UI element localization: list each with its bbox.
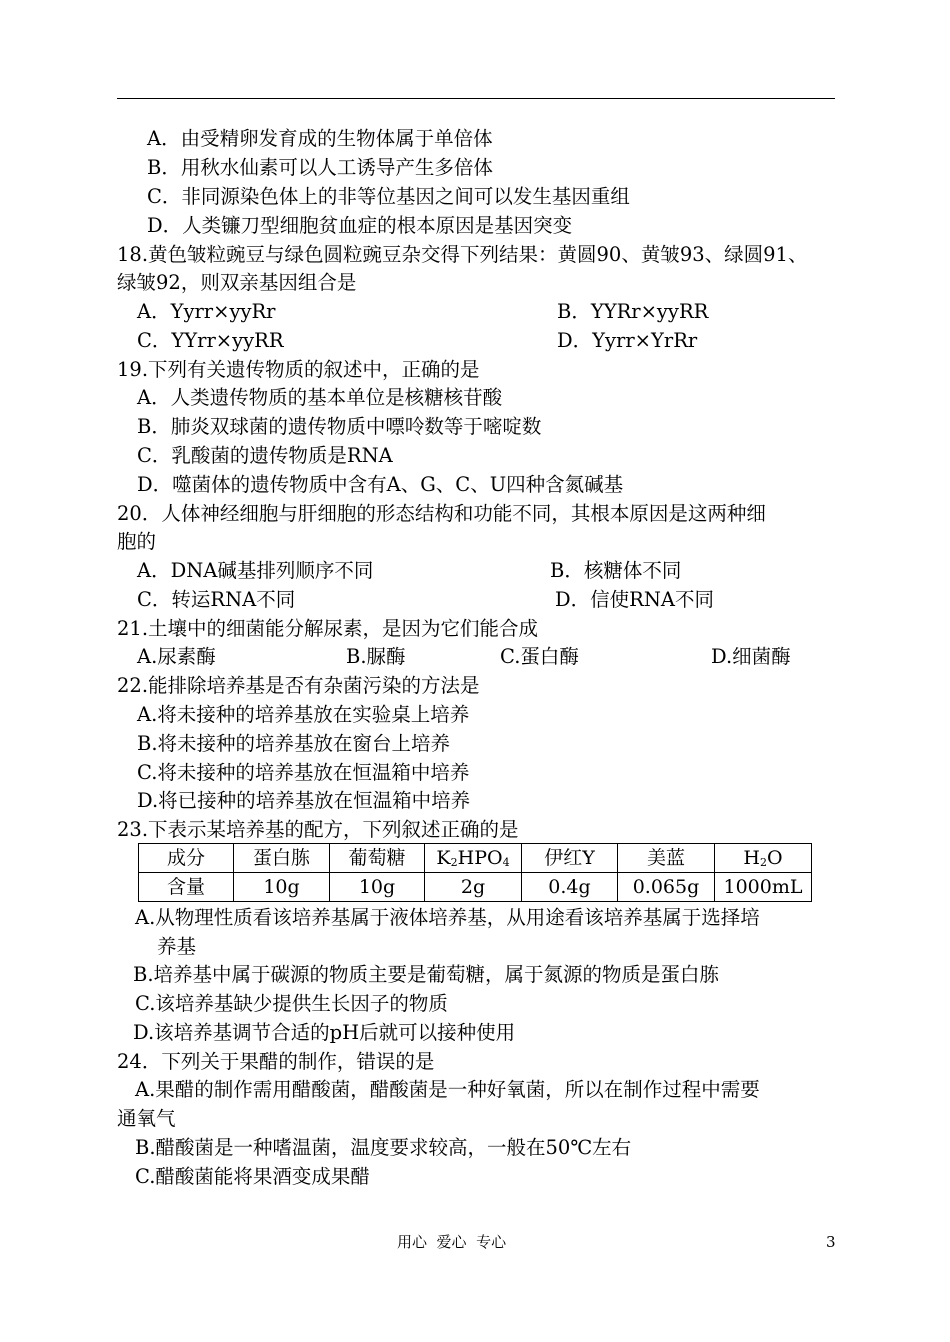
option-22-d: D.将已接种的培养基放在恒温箱中培养 xyxy=(137,789,471,812)
option-23-b: B.培养基中属于碳源的物质主要是葡萄糖，属于氮源的物质是蛋白胨 xyxy=(133,963,720,986)
table-cell: 葡萄糖 xyxy=(330,844,425,873)
table-cell: 伊红Y xyxy=(522,844,618,873)
table-cell: 成分 xyxy=(139,844,234,873)
option-19-b: B．肺炎双球菌的遗传物质中嘌呤数等于嘧啶数 xyxy=(137,415,542,438)
medium-recipe-table xyxy=(138,843,812,902)
question-20-line2: 胞的 xyxy=(117,530,157,553)
page-number: 3 xyxy=(826,1233,836,1251)
header-rule xyxy=(117,98,835,99)
option-20-d: D．信使RNA不同 xyxy=(555,588,714,611)
option-24-a-line2: 通氧气 xyxy=(117,1107,176,1130)
table-cell: 10g xyxy=(330,873,425,902)
question-23: 23.下表示某培养基的配方，下列叙述正确的是 xyxy=(117,818,519,841)
k2hpo4-hpo: HPO xyxy=(457,847,503,869)
table-cell xyxy=(425,844,522,873)
question-19: 19.下列有关遗传物质的叙述中，正确的是 xyxy=(117,358,480,381)
table-cell: 0.4g xyxy=(522,873,618,902)
table-cell: 含量 xyxy=(139,873,234,902)
option-21-a: A.尿素酶 xyxy=(137,645,216,668)
option-21-d: D.细菌酶 xyxy=(711,645,791,668)
option-23-a-line2: 养基 xyxy=(157,935,197,958)
water-h: H xyxy=(743,847,760,869)
table-cell: 10g xyxy=(234,873,330,902)
question-22: 22.能排除培养基是否有杂菌污染的方法是 xyxy=(117,674,480,697)
question-20-line1: 20．人体神经细胞与肝细胞的形态结构和功能不同，其根本原因是这两种细 xyxy=(117,502,766,525)
option-18-d: D．Yyrr×YrRr xyxy=(557,329,698,352)
question-21: 21.土壤中的细菌能分解尿素，是因为它们能合成 xyxy=(117,617,539,640)
option-24-c: C.醋酸菌能将果酒变成果醋 xyxy=(135,1165,370,1188)
option-18-a: A．Yyrr×yyRr xyxy=(137,300,276,323)
table-cell xyxy=(715,844,812,873)
k2hpo4-k: K xyxy=(436,847,451,869)
option-20-b: B．核糖体不同 xyxy=(550,559,682,582)
option-22-c: C.将未接种的培养基放在恒温箱中培养 xyxy=(137,761,470,784)
table-row xyxy=(139,873,812,902)
footer-slogan: 用心 爱心 专心 xyxy=(397,1233,507,1251)
option-20-a: A．DNA碱基排列顺序不同 xyxy=(137,559,374,582)
option-17-d: D．人类镰刀型细胞贫血症的根本原因是基因突变 xyxy=(147,214,573,237)
option-19-c: C．乳酸菌的遗传物质是RNA xyxy=(137,444,393,467)
option-21-c: C.蛋白酶 xyxy=(500,645,579,668)
option-19-a: A．人类遗传物质的基本单位是核糖核苷酸 xyxy=(137,386,503,409)
option-22-a: A.将未接种的培养基放在实验桌上培养 xyxy=(137,703,470,726)
table-cell: 0.065g xyxy=(618,873,715,902)
option-24-a-line1: A.果醋的制作需用醋酸菌，醋酸菌是一种好氧菌，所以在制作过程中需要 xyxy=(135,1078,760,1101)
option-21-b: B.脲酶 xyxy=(346,645,406,668)
water-o: O xyxy=(767,847,783,869)
question-18-line1: 18.黄色皱粒豌豆与绿色圆粒豌豆杂交得下列结果：黄圆90、黄皱93、绿圆91、 xyxy=(117,243,808,266)
option-24-b: B.醋酸菌是一种嗜温菌，温度要求较高，一般在50℃左右 xyxy=(135,1136,632,1159)
table-header-row xyxy=(139,844,812,873)
water-sub-2: 2 xyxy=(760,856,767,869)
table-cell: 美蓝 xyxy=(618,844,715,873)
option-17-a: A．由受精卵发育成的生物体属于单倍体 xyxy=(147,127,493,150)
option-23-c: C.该培养基缺少提供生长因子的物质 xyxy=(135,992,448,1015)
question-18-line2: 绿皱92，则双亲基因组合是 xyxy=(117,271,357,294)
k2hpo4-sub-4: 4 xyxy=(502,856,510,869)
option-18-b: B．YYRr×yyRR xyxy=(557,300,709,323)
option-20-c: C．转运RNA不同 xyxy=(137,588,296,611)
option-18-c: C．YYrr×yyRR xyxy=(137,329,284,352)
option-22-b: B.将未接种的培养基放在窗台上培养 xyxy=(137,732,451,755)
option-17-b: B．用秋水仙素可以人工诱导产生多倍体 xyxy=(147,156,493,179)
table-cell: 蛋白胨 xyxy=(234,844,330,873)
option-23-a-line1: A.从物理性质看该培养基属于液体培养基，从用途看该培养基属于选择培 xyxy=(135,906,760,929)
table-cell: 1000mL xyxy=(715,873,812,902)
question-24: 24．下列关于果醋的制作，错误的是 xyxy=(117,1050,435,1073)
table-cell: 2g xyxy=(425,873,522,902)
option-19-d: D．噬菌体的遗传物质中含有A、G、C、U四种含氮碱基 xyxy=(137,473,624,496)
option-23-d: D.该培养基调节合适的pH后就可以接种使用 xyxy=(133,1021,516,1044)
option-17-c: C．非同源染色体上的非等位基因之间可以发生基因重组 xyxy=(147,185,630,208)
k2hpo4-sub-2: 2 xyxy=(450,856,458,869)
